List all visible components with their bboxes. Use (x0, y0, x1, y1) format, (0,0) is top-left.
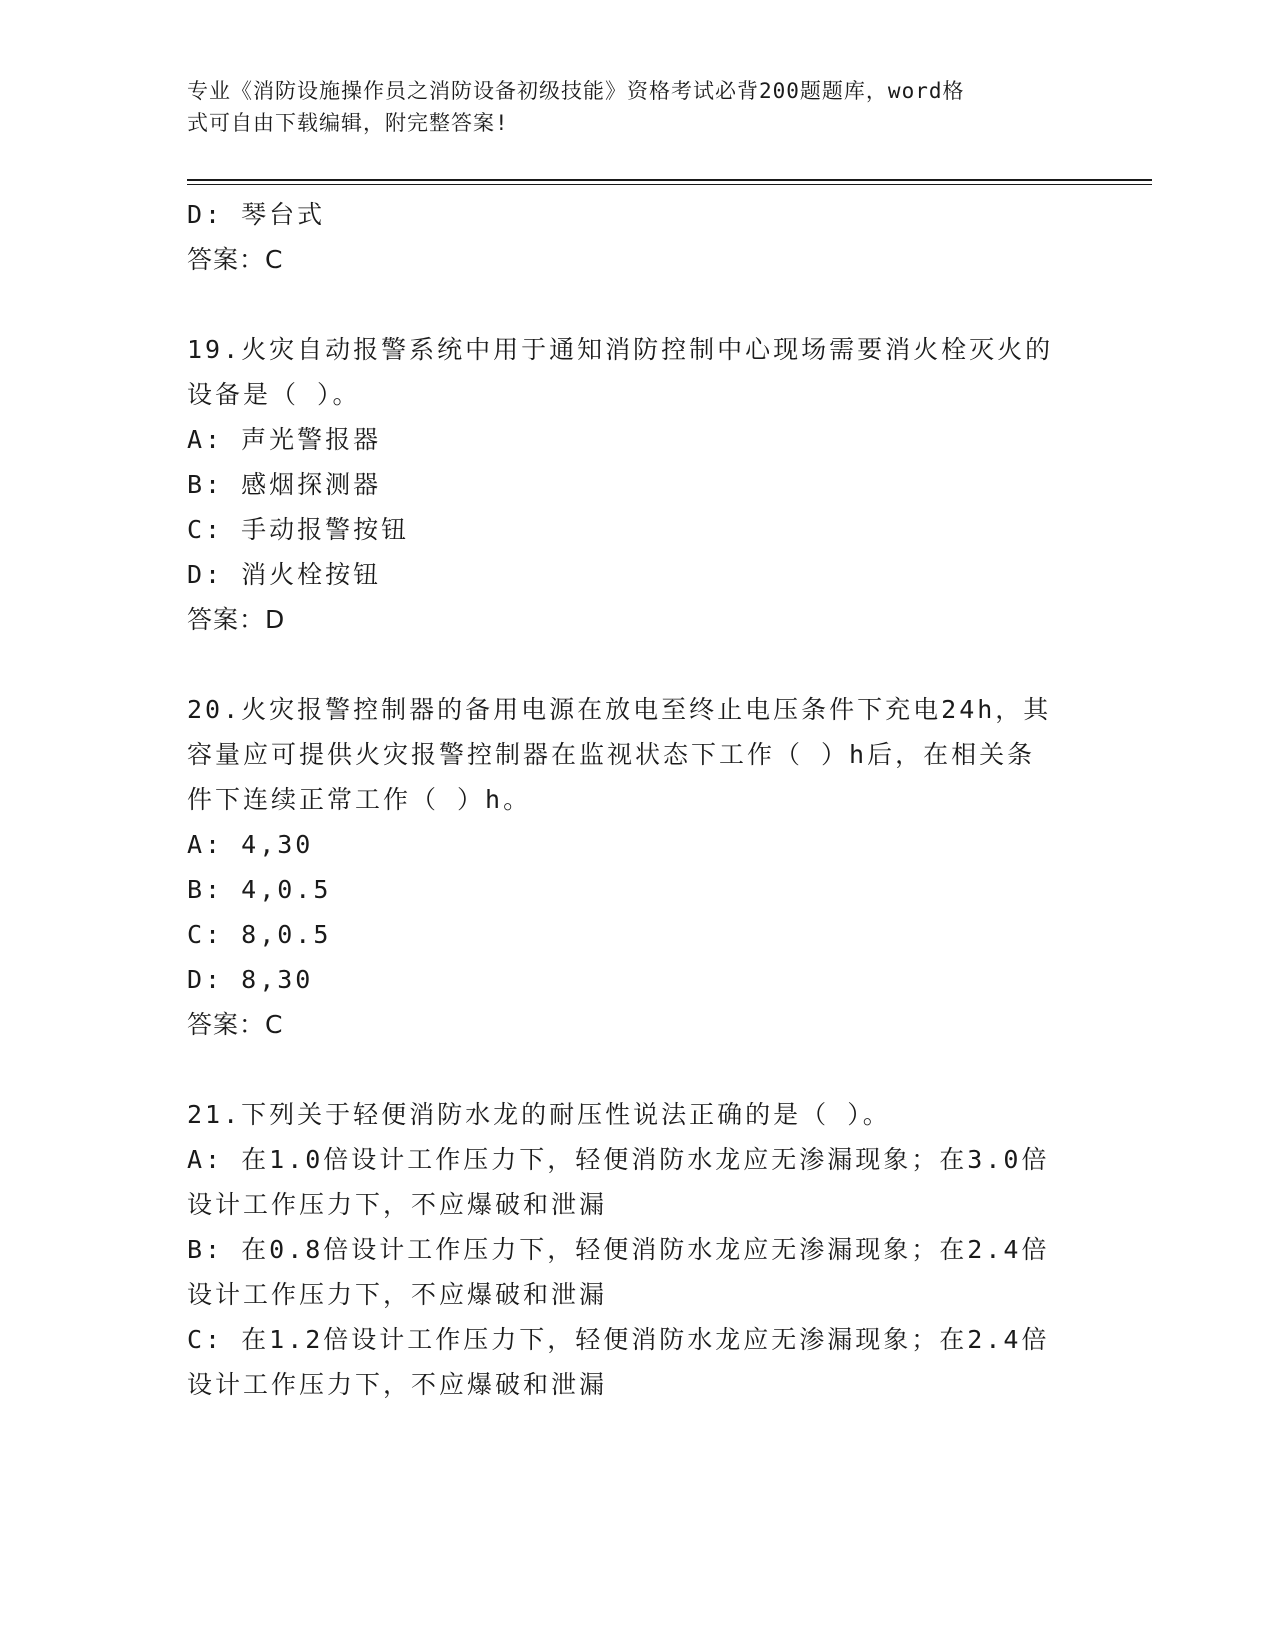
question-19 (187, 327, 1087, 642)
option-b: B: 感烟探测器 (187, 470, 382, 499)
question-stem: 20.火灾报警控制器的备用电源在放电至终止电压条件下充电24h，其 (187, 695, 1052, 724)
option-d: D: 琴台式 (187, 200, 326, 229)
question-spacer (187, 642, 1087, 687)
header-divider-thick (187, 179, 1152, 181)
question-spacer (187, 1047, 1087, 1092)
question-20 (187, 687, 1087, 1047)
question-stem: 设备是（ ）。 (187, 380, 361, 409)
option-a: A: 声光警报器 (187, 425, 382, 454)
option-b: B: 4,0.5 (187, 875, 332, 904)
question-stem: 19.火灾自动报警系统中用于通知消防控制中心现场需要消火栓灭火的 (187, 335, 1054, 364)
option-c: C: 手动报警按钮 (187, 515, 410, 544)
option-c: C: 8,0.5 (187, 920, 332, 949)
option-c-continued: 设计工作压力下，不应爆破和泄漏 (187, 1370, 608, 1399)
page-header (187, 75, 1067, 139)
question-18-tail (187, 192, 1087, 282)
answer-line: 答案：D (187, 605, 286, 634)
header-line-2: 式可自由下载编辑，附完整答案! (187, 111, 509, 135)
option-a: A: 4,30 (187, 830, 314, 859)
question-21 (187, 1092, 1087, 1407)
option-d: D: 消火栓按钮 (187, 560, 382, 589)
header-line-1: 专业《消防设施操作员之消防设备初级技能》资格考试必背200题题库，word格 (187, 79, 965, 103)
question-spacer (187, 282, 1087, 327)
option-a: A: 在1.0倍设计工作压力下，轻便消防水龙应无渗漏现象；在3.0倍 (187, 1145, 1050, 1174)
question-stem: 容量应可提供火灾报警控制器在监视状态下工作（ ）h后，在相关条 (187, 740, 1036, 769)
question-list (187, 192, 1087, 1407)
answer-line: 答案：C (187, 1010, 284, 1039)
option-c: C: 在1.2倍设计工作压力下，轻便消防水龙应无渗漏现象；在2.4倍 (187, 1325, 1050, 1354)
option-b: B: 在0.8倍设计工作压力下，轻便消防水龙应无渗漏现象；在2.4倍 (187, 1235, 1050, 1264)
header-divider-thin (187, 184, 1152, 185)
option-a-continued: 设计工作压力下，不应爆破和泄漏 (187, 1190, 608, 1219)
question-stem: 件下连续正常工作（ ）h。 (187, 785, 532, 814)
option-b-continued: 设计工作压力下，不应爆破和泄漏 (187, 1280, 608, 1309)
answer-line: 答案：C (187, 245, 284, 274)
option-d: D: 8,30 (187, 965, 314, 994)
question-stem: 21.下列关于轻便消防水龙的耐压性说法正确的是（ ）。 (187, 1100, 891, 1129)
